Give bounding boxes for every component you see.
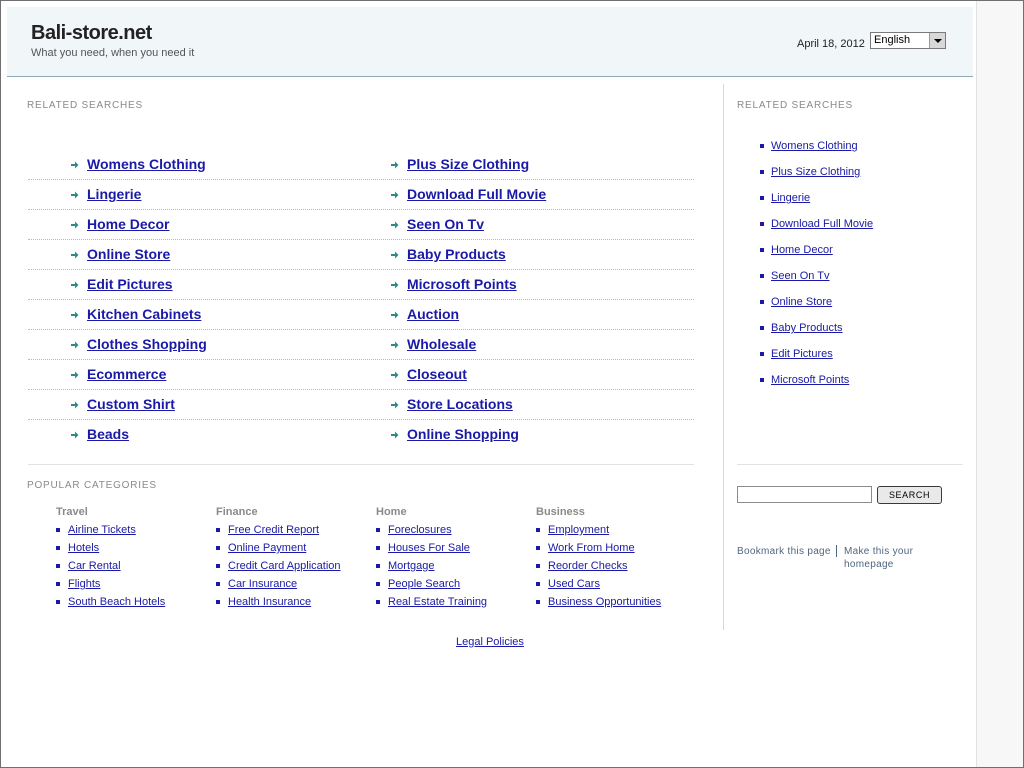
make-homepage-link-2[interactable]: homepage: [844, 559, 894, 570]
category-link[interactable]: People Search: [388, 578, 461, 590]
category-title: Home: [376, 506, 407, 518]
category-column: [56, 506, 216, 613]
square-bullet-icon: [536, 528, 540, 532]
category-link[interactable]: Credit Card Application: [228, 560, 341, 572]
square-bullet-icon: [760, 222, 764, 226]
related-search-link[interactable]: Microsoft Points: [407, 276, 517, 292]
square-bullet-icon: [760, 378, 764, 382]
category-link[interactable]: Airline Tickets: [68, 524, 136, 536]
category-link[interactable]: Health Insurance: [228, 596, 312, 608]
site-title[interactable]: Bali-store.net: [31, 22, 152, 44]
category-link[interactable]: Online Payment: [228, 542, 307, 554]
category-link[interactable]: Reorder Checks: [548, 560, 628, 572]
chevron-down-icon[interactable]: [929, 33, 945, 48]
related-search-link[interactable]: Online Shopping: [407, 426, 519, 442]
sidebar-related-link[interactable]: Baby Products: [771, 322, 843, 334]
square-bullet-icon: [760, 326, 764, 330]
square-bullet-icon: [376, 600, 380, 604]
related-search-item[interactable]: [28, 300, 348, 330]
square-bullet-icon: [760, 144, 764, 148]
arrow-right-icon: [391, 401, 399, 409]
category-item[interactable]: [376, 559, 536, 577]
sidebar-related-link[interactable]: Microsoft Points: [771, 374, 850, 386]
category-link[interactable]: Employment: [548, 524, 610, 536]
category-link[interactable]: Flights: [68, 578, 101, 590]
arrow-right-icon: [71, 431, 79, 439]
sidebar-related-link[interactable]: Lingerie: [771, 192, 811, 204]
related-search-link[interactable]: Ecommerce: [87, 366, 167, 382]
related-search-item[interactable]: [28, 180, 348, 210]
sidebar-divider: [723, 84, 724, 630]
related-searches-right: [348, 150, 668, 450]
square-bullet-icon: [536, 600, 540, 604]
square-bullet-icon: [56, 528, 60, 532]
square-bullet-icon: [536, 564, 540, 568]
category-item[interactable]: [216, 523, 376, 541]
related-search-item[interactable]: [348, 150, 668, 180]
category-link[interactable]: South Beach Hotels: [68, 596, 166, 608]
category-link[interactable]: Real Estate Training: [388, 596, 488, 608]
search-input[interactable]: [737, 486, 872, 503]
related-search-link[interactable]: Clothes Shopping: [87, 336, 207, 352]
row-divider: [28, 419, 694, 420]
site-tagline: What you need, when you need it: [31, 47, 195, 59]
category-title: Travel: [56, 506, 88, 518]
related-search-item[interactable]: [348, 270, 668, 300]
arrow-right-icon: [391, 311, 399, 319]
category-item[interactable]: [56, 577, 216, 595]
related-search-item[interactable]: [348, 420, 668, 450]
category-item[interactable]: [216, 595, 376, 613]
related-search-link[interactable]: Edit Pictures: [87, 276, 173, 292]
arrow-right-icon: [71, 161, 79, 169]
row-divider: [28, 299, 694, 300]
row-divider: [28, 179, 694, 180]
language-value: English: [874, 34, 911, 46]
square-bullet-icon: [760, 274, 764, 278]
arrow-right-icon: [71, 281, 79, 289]
search-button[interactable]: SEARCH: [877, 486, 942, 504]
square-bullet-icon: [760, 196, 764, 200]
row-divider: [28, 269, 694, 270]
language-select[interactable]: [870, 32, 946, 49]
square-bullet-icon: [760, 248, 764, 252]
square-bullet-icon: [56, 546, 60, 550]
category-item[interactable]: [376, 577, 536, 595]
related-search-link[interactable]: Plus Size Clothing: [407, 156, 530, 172]
category-item[interactable]: [216, 577, 376, 595]
arrow-right-icon: [391, 191, 399, 199]
related-search-item[interactable]: [348, 300, 668, 330]
category-column: [216, 506, 376, 613]
sidebar-related-link[interactable]: Seen On Tv: [771, 270, 830, 282]
category-item[interactable]: [56, 595, 216, 613]
related-search-link[interactable]: Store Locations: [407, 396, 513, 412]
square-bullet-icon: [376, 582, 380, 586]
related-search-item[interactable]: [28, 420, 348, 450]
square-bullet-icon: [536, 582, 540, 586]
arrow-right-icon: [71, 221, 79, 229]
related-searches-left: [28, 150, 348, 450]
category-link[interactable]: Foreclosures: [388, 524, 452, 536]
related-search-item[interactable]: [28, 270, 348, 300]
arrow-right-icon: [391, 251, 399, 259]
category-item[interactable]: [216, 559, 376, 577]
square-bullet-icon: [216, 600, 220, 604]
related-search-item[interactable]: [28, 210, 348, 240]
category-link[interactable]: Mortgage: [388, 560, 435, 572]
category-column: [536, 506, 696, 613]
related-search-item[interactable]: [348, 180, 668, 210]
sidebar-related-label: RELATED SEARCHES: [737, 100, 853, 111]
related-search-link[interactable]: Download Full Movie: [407, 186, 547, 202]
row-divider: [28, 239, 694, 240]
category-link[interactable]: Houses For Sale: [388, 542, 470, 554]
related-search-link[interactable]: Beads: [87, 426, 130, 442]
category-item[interactable]: [376, 523, 536, 541]
category-item[interactable]: [536, 577, 696, 595]
arrow-right-icon: [71, 371, 79, 379]
row-divider: [28, 359, 694, 360]
square-bullet-icon: [760, 352, 764, 356]
square-bullet-icon: [536, 546, 540, 550]
arrow-right-icon: [391, 431, 399, 439]
related-search-link[interactable]: Baby Products: [407, 246, 506, 262]
square-bullet-icon: [216, 564, 220, 568]
related-searches-label: RELATED SEARCHES: [27, 100, 143, 111]
related-search-item[interactable]: [28, 390, 348, 420]
sidebar-related-link[interactable]: Download Full Movie: [771, 218, 874, 230]
row-divider: [28, 389, 694, 390]
category-item[interactable]: [56, 541, 216, 559]
category-link[interactable]: Hotels: [68, 542, 100, 554]
category-title: Business: [536, 506, 585, 518]
link-separator: [836, 545, 837, 557]
related-search-link[interactable]: Kitchen Cabinets: [87, 306, 202, 322]
row-divider: [28, 209, 694, 210]
square-bullet-icon: [56, 600, 60, 604]
bookmark-link[interactable]: Bookmark this page: [737, 546, 831, 557]
related-search-link[interactable]: Custom Shirt: [87, 396, 175, 412]
square-bullet-icon: [56, 582, 60, 586]
sidebar-related-link[interactable]: Home Decor: [771, 244, 833, 256]
category-link[interactable]: Car Insurance: [228, 578, 298, 590]
sidebar-related-link[interactable]: Edit Pictures: [771, 348, 833, 360]
arrow-right-icon: [391, 281, 399, 289]
sidebar-related-link[interactable]: Womens Clothing: [771, 140, 858, 152]
related-search-link[interactable]: Seen On Tv: [407, 216, 485, 232]
category-item[interactable]: [536, 541, 696, 559]
related-search-item[interactable]: [28, 150, 348, 180]
right-gutter: [976, 1, 1023, 767]
square-bullet-icon: [376, 564, 380, 568]
make-homepage-link[interactable]: Make this your: [844, 546, 914, 557]
category-title: Finance: [216, 506, 258, 518]
arrow-right-icon: [71, 191, 79, 199]
arrow-right-icon: [71, 401, 79, 409]
square-bullet-icon: [216, 582, 220, 586]
sidebar-related-link[interactable]: Online Store: [771, 296, 833, 308]
related-search-item[interactable]: [28, 240, 348, 270]
square-bullet-icon: [760, 300, 764, 304]
arrow-right-icon: [391, 221, 399, 229]
related-search-link[interactable]: Home Decor: [87, 216, 170, 232]
related-search-item[interactable]: [348, 330, 668, 360]
category-link[interactable]: Car Rental: [68, 560, 121, 572]
related-search-link[interactable]: Womens Clothing: [87, 156, 206, 172]
arrow-right-icon: [391, 161, 399, 169]
square-bullet-icon: [376, 528, 380, 532]
category-column: [376, 506, 536, 613]
row-divider: [28, 329, 694, 330]
category-item[interactable]: [56, 523, 216, 541]
arrow-right-icon: [391, 371, 399, 379]
arrow-right-icon: [71, 251, 79, 259]
sidebar-related-link[interactable]: Plus Size Clothing: [771, 166, 861, 178]
category-item[interactable]: [216, 541, 376, 559]
related-search-item[interactable]: [28, 330, 348, 360]
related-search-item[interactable]: [348, 240, 668, 270]
square-bullet-icon: [376, 546, 380, 550]
category-item[interactable]: [536, 595, 696, 613]
arrow-right-icon: [71, 311, 79, 319]
category-link[interactable]: Business Opportunities: [548, 596, 662, 608]
related-search-link[interactable]: Lingerie: [87, 186, 142, 202]
square-bullet-icon: [56, 564, 60, 568]
category-item[interactable]: [536, 523, 696, 541]
related-search-item[interactable]: [28, 360, 348, 390]
square-bullet-icon: [216, 528, 220, 532]
arrow-right-icon: [391, 341, 399, 349]
page-header: [7, 7, 973, 77]
category-link[interactable]: Free Credit Report: [228, 524, 320, 536]
arrow-right-icon: [71, 341, 79, 349]
related-search-link[interactable]: Wholesale: [407, 336, 477, 352]
legal-policies-link[interactable]: Legal Policies: [456, 636, 524, 648]
related-search-item[interactable]: [348, 210, 668, 240]
square-bullet-icon: [760, 170, 764, 174]
related-search-item[interactable]: [348, 390, 668, 420]
category-item[interactable]: [56, 559, 216, 577]
category-link[interactable]: Used Cars: [548, 578, 600, 590]
section-divider: [28, 464, 694, 465]
related-search-item[interactable]: [348, 360, 668, 390]
square-bullet-icon: [216, 546, 220, 550]
current-date: April 18, 2012: [797, 38, 865, 50]
category-item[interactable]: [376, 595, 536, 613]
category-item[interactable]: [376, 541, 536, 559]
popular-categories-label: POPULAR CATEGORIES: [27, 480, 157, 491]
related-search-link[interactable]: Auction: [407, 306, 460, 322]
category-link[interactable]: Work From Home: [548, 542, 635, 554]
category-item[interactable]: [536, 559, 696, 577]
related-search-link[interactable]: Closeout: [407, 366, 467, 382]
sidebar-section-divider: [737, 464, 963, 465]
related-search-link[interactable]: Online Store: [87, 246, 171, 262]
